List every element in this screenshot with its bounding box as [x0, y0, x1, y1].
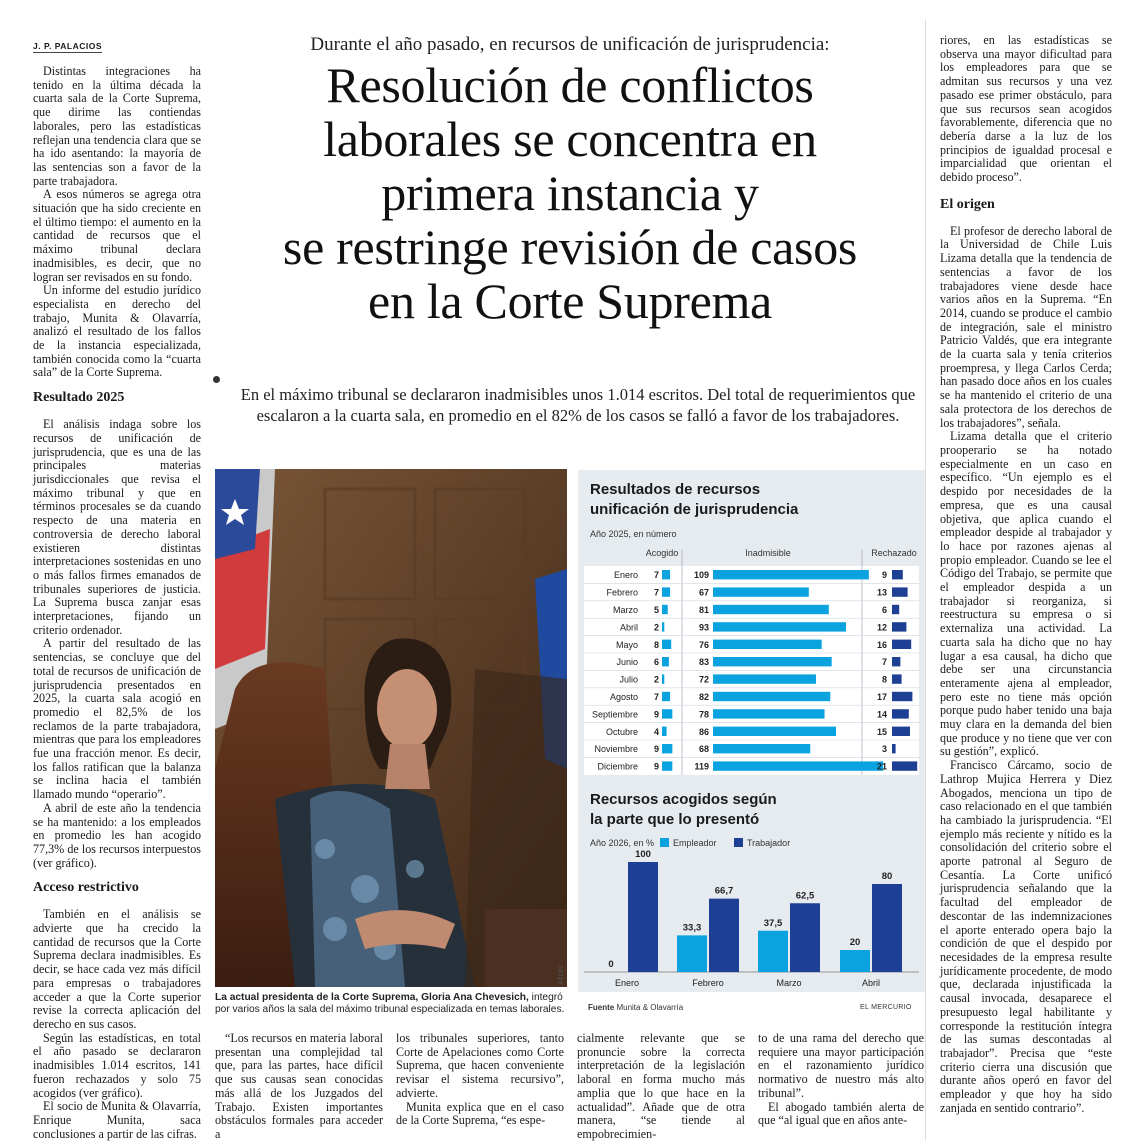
bottom-col-2 — [396, 1032, 564, 1128]
rechazado-value: 16 — [876, 639, 887, 650]
bottom-col-4 — [758, 1032, 924, 1128]
month-label: Marzo — [776, 978, 802, 988]
acogido-value: 9 — [653, 761, 659, 772]
month-label: Mayo — [615, 639, 638, 650]
rechazado-value: 12 — [876, 622, 887, 633]
month-label: Noviembre — [594, 744, 638, 755]
month-label: Julio — [619, 674, 638, 685]
paragraph: A esos números se agrega otra situación que ha sido creciente en el último tiempo: el aumento en la cantidad de recursos que el máximo tribunal declara inadmisibles, es decir, que no logran ser revisados en su fondo. — [33, 187, 201, 284]
trabajador-value: 66,7 — [714, 885, 734, 897]
month-label: Diciembre — [597, 761, 638, 772]
headline-line: en la Corte Suprema — [368, 273, 772, 329]
source-label: Fuente — [588, 1003, 615, 1012]
acogido-value: 8 — [653, 639, 659, 650]
paragraph: También en el análisis se advierte que ha crecido la cantidad de recursos que la Corte Suprema declara inadmisibles. Es decir, se hace cada vez más difícil para empresas o trabajadores acceder a que la Corte superior revise la correcta aplicación del derecho en sus casos. — [33, 907, 201, 1031]
trabajador-value: 62,5 — [795, 890, 815, 902]
acogido-bar — [662, 761, 672, 770]
bottom-para: “Los recursos en materia laboral presentan una complejidad tal que, para las partes, hace difícil que sus causas sean conocidas más allá de los Juzgados del Trabajo. Existen importantes obstáculos formales para acceder a — [215, 1031, 383, 1141]
rechazado-bar — [892, 709, 909, 718]
bottom-col-1 — [215, 1032, 383, 1142]
chart-source — [588, 1003, 683, 1012]
inadmisible-value: 68 — [698, 744, 709, 755]
acogido-bar — [662, 640, 671, 649]
acogido-bar — [662, 657, 669, 666]
acogido-bar — [662, 605, 668, 614]
trabajador-value: 80 — [881, 871, 893, 882]
month-label: Marzo — [612, 605, 638, 615]
inadmisible-bar — [713, 570, 869, 579]
inadmisible-bar — [713, 709, 825, 718]
rechazado-value: 14 — [876, 709, 887, 720]
month-label: Enero — [613, 570, 638, 581]
acogido-value: 2 — [653, 674, 659, 685]
inadmisible-value: 78 — [698, 709, 709, 720]
inadmisible-bar — [713, 640, 822, 649]
acogido-bar — [662, 570, 670, 579]
inadmisible-value: 67 — [698, 587, 709, 598]
rechazado-bar — [892, 674, 902, 683]
rechazado-value: 15 — [876, 726, 887, 737]
acogido-value: 5 — [653, 605, 659, 615]
caption-rest: integró por varios años la sala del máximo tribunal especializada en temas laborales. — [215, 992, 565, 1016]
acogido-bar — [662, 692, 670, 701]
acogido-value: 9 — [653, 709, 659, 720]
month-label: Octubre — [605, 726, 638, 737]
col1-paragraphs-b — [33, 418, 201, 870]
col1-paragraphs-a — [33, 65, 201, 380]
empleador-value: 33,3 — [682, 922, 702, 934]
column-header-inadmisible: Inadmisible — [745, 548, 791, 558]
trabajador-bar — [872, 884, 902, 972]
heading-el-origen: El origen — [940, 196, 995, 212]
acogido-bar — [662, 727, 667, 736]
acogido-value: 7 — [653, 692, 659, 702]
kicker: Durante el año pasado, en recursos de unificación de jurisprudencia: — [310, 34, 830, 55]
inadmisible-value: 119 — [694, 761, 709, 772]
bottom-para: El abogado también alerta de que “al igual que en años ante- — [758, 1099, 924, 1128]
right-paragraphs-a — [940, 34, 1112, 185]
rechazado-bar — [892, 640, 911, 649]
rechazado-bar — [892, 622, 906, 631]
infographic — [578, 470, 925, 992]
bottom-col-3 — [577, 1032, 745, 1142]
acogido-bar — [662, 587, 670, 596]
brand: EL MERCURIO — [860, 1004, 912, 1011]
left-column — [33, 36, 201, 1141]
paragraph: El socio de Munita & Olavarría, Enrique Munita, saca conclusiones a partir de las cifras. — [33, 1099, 201, 1141]
paragraph: El profesor de derecho laboral de la Universidad de Chile Luis Lizama detalla que la tendencia de sentencias a favor de los trabajadores viene desde hace varios años en la Suprema. “En 2014, cuando se produce el cambio de integración, sale el ministro Patricio Valdés, que era integrante de la cuarta sala y tenía criterios proempresa, y llega Carlos Cerda; han pasado doce años en los cuales se ha mantenido el criterio de una sala protectora de los derechos de los trabajadores”, señala. — [940, 223, 1112, 430]
headline-line: Resolución de conflictos — [326, 57, 814, 113]
headline — [215, 58, 925, 328]
inadmisible-bar — [713, 692, 830, 701]
paragraph: A partir del resultado de las sentencias, se concluye que del total de recursos de unificación de jurisprudencia presentados en 2025, la cuarta sala acogió en promedio el 82,5% de los reclamos de la parte trabajadora, mientras que para los empleadores fue una fracción menor. Es decir, los fallos ratifican que la balanza se inclina hacia el también llamado mundo “operario”. — [33, 636, 201, 802]
col1-paragraphs-c — [33, 908, 201, 1141]
inadmisible-value: 76 — [698, 639, 709, 650]
inadmisible-bar — [713, 587, 809, 596]
right-paragraphs-b — [940, 225, 1112, 1116]
empleador-value: 20 — [849, 937, 861, 948]
bottom-para: los tribunales superiores, tanto Corte de Apelaciones como Corte Suprema, que hacen conveniente revisar el sistema recursivo”, advierte. — [396, 1031, 564, 1100]
trabajador-bar — [790, 903, 820, 972]
headline-line: se restringe revisión de casos — [282, 219, 858, 275]
photo-caption — [215, 992, 567, 1017]
acogido-value: 4 — [653, 726, 659, 737]
photo-credit: ATON — [558, 966, 565, 985]
paragraph: riores, en las estadísticas se observa una mayor dificultad para los empleadores para que se admitan sus recursos y una vez pasado ese primer obstáculo, para que sus recursos sean acogidos favorablemente, diferencia que no debería darse a la luz de los principios de igualdad procesal e imparcialidad que orientan el debido proceso”. — [940, 33, 1112, 185]
paragraph: Francisco Cárcamo, socio de Lathrop Mujica Herrera y Diez Abogados, menciona un tipo de caso relacionado en el que también ha cambiado la jurisprudencia. “El ejemplo más reciente y nítido es la consolidación del criterio sobre el aporte patronal al Seguro de Cesantía. La Corte unificó jurisprudencia señalando que la facultad del empleador de descontar de las indemnizaciones el aporte enterado opera bajo la condición de que el despido por necesidades de la empresa resulte jurídicamente procedente, de modo que, declarada injustificada la causal invocada, desaparece el presupuesto legal habilitante y corresponde la restitución íntegra de las sumas descontadas al trabajador”. Precisa que “este criterio cierra una discusión que durante años operó en favor del empleador y que hoy ha sido zanjada en sentido contrario”. — [940, 758, 1112, 1115]
month-label: Abril — [861, 978, 881, 988]
bullet-icon — [213, 376, 220, 383]
column-header-rechazado: Rechazado — [871, 548, 917, 558]
subhead: En el máximo tribunal se declararon inadmisibles unos 1.014 escritos. Del total de requerimientos que escalaron a la cuarta sala, en promedio en el 82% de los casos se falló a favor de los trabajadores. — [240, 385, 916, 425]
inadmisible-bar — [713, 727, 836, 736]
rechazado-value: 17 — [876, 692, 887, 702]
acogido-value: 7 — [653, 587, 659, 598]
paragraph: Un informe del estudio jurídico especialista en derecho del trabajo, Munita & Olavarría, analizó el resultado de los fallos de la instancia especializada, también conocida como la “cuarta sala” de la Corte Suprema. — [33, 283, 201, 380]
rechazado-value: 21 — [876, 761, 887, 772]
bottom-para: cialmente relevante que se pronuncie sobre la correcta interpretación de la legislación laboral en forma mucho más amplia que lo que hace en la actualidad”. Añade que de otra manera, “se tiende al empobrecimien- — [577, 1031, 745, 1141]
paragraph: El análisis indaga sobre los recursos de unificación de jurisprudencia, que es una de las principales materias jurisdiccionales que revisa el máximo tribunal y que en términos procesales se da cuando respecto de una materia en controversia de derecho laboral existieren distintas interpretaciones sostenidas en uno o más fallos firmes emanados de tribunales superiores de justicia. La Suprema busca zanjar esas interpretaciones, fijando un criterio ordenador. — [33, 417, 201, 637]
inadmisible-value: 86 — [698, 726, 709, 737]
paragraph: Lizama detalla que el criterio prooperario se ha notado especialmente en un caso en específico. “Un ejemplo es el despido por necesidades de la empresa, que es una causal objetiva, que aplica cuando el empleador despide al trabajador y lo hace por razones ajenas al propio empleador. Cuando se lee el Código del Trabajo, se permite que el empleador despida a un trabajador si reorganiza, si reestructura su empresa o si externaliza una actividad. La cuarta sala ha dicho que no hay lugar a esa causal, ha dicho que debe ser una circunstancia enteramente ajena al empleador, pero este no tiene más opción porque pudo haber tenido una baja muy clara en la demanda del bien que produce y no tiene que ver con su gestión”, explicó. — [940, 429, 1112, 759]
inadmisible-value: 109 — [693, 570, 709, 581]
rechazado-value: 13 — [876, 587, 887, 598]
rechazado-value: 3 — [881, 744, 887, 755]
chart-svg — [578, 470, 925, 992]
empleador-value: 0 — [608, 959, 614, 970]
trabajador-bar — [709, 899, 739, 972]
empleador-bar — [758, 931, 788, 972]
rechazado-bar — [892, 657, 900, 666]
photo-chevesich — [215, 469, 567, 987]
chart-title-line: la parte que lo presentó — [590, 811, 760, 828]
headline-line: laborales se concentra en — [323, 111, 817, 167]
headline-line: primera instancia y — [381, 165, 759, 221]
heading-resultado-2025: Resultado 2025 — [33, 390, 125, 406]
chart-subtitle: Año 2026, en % — [590, 838, 655, 848]
inadmisible-value: 93 — [698, 622, 709, 633]
rechazado-bar — [892, 587, 908, 596]
acogido-bar — [662, 709, 672, 718]
chart-title-line: unificación de jurisprudencia — [590, 501, 799, 518]
acogido-value: 7 — [653, 570, 659, 581]
column-header-acogido: Acogido — [645, 548, 679, 558]
legend-label-trabajador: Trabajador — [747, 838, 791, 848]
empleador-bar — [840, 950, 870, 972]
month-label: Agosto — [609, 692, 638, 702]
inadmisible-bar — [713, 622, 846, 631]
month-label: Abril — [619, 622, 638, 633]
bottom-para: to de una rama del derecho que requiere una mayor participación en el razonamiento jurídico normativo de nuestro más alto tribunal”. — [758, 1031, 924, 1100]
inadmisible-bar — [713, 761, 883, 770]
month-label: Septiembre — [591, 709, 638, 720]
legend-label-empleador: Empleador — [673, 838, 717, 848]
rechazado-bar — [892, 727, 910, 736]
heading-acceso-restrictivo: Acceso restrictivo — [33, 880, 139, 896]
chart-title-line: Resultados de recursos — [590, 481, 761, 498]
inadmisible-value: 81 — [698, 605, 709, 615]
month-label: Junio — [616, 657, 638, 668]
inadmisible-bar — [713, 657, 832, 666]
acogido-bar — [662, 674, 664, 683]
chart-subtitle: Año 2025, en número — [590, 529, 677, 539]
inadmisible-bar — [713, 744, 810, 753]
inadmisible-value: 82 — [698, 692, 709, 702]
acogido-value: 6 — [653, 657, 659, 668]
rechazado-bar — [892, 744, 896, 753]
rechazado-bar — [892, 605, 899, 614]
portrait-illustration — [215, 469, 567, 987]
empleador-bar — [677, 935, 707, 972]
trabajador-bar — [628, 862, 658, 972]
rechazado-value: 8 — [881, 674, 887, 685]
acogido-bar — [662, 744, 672, 753]
byline: J. P. PALACIOS — [33, 41, 103, 51]
month-label: Febrero — [606, 587, 638, 598]
inadmisible-value: 83 — [698, 657, 709, 668]
rechazado-bar — [892, 692, 912, 701]
column-rule — [925, 20, 926, 1140]
rechazado-value: 7 — [881, 657, 887, 668]
acogido-value: 9 — [653, 744, 659, 755]
rechazado-value: 6 — [881, 605, 887, 615]
legend-swatch-trabajador — [734, 838, 743, 847]
chart-title-line: Recursos acogidos según — [590, 791, 777, 808]
trabajador-value: 100 — [635, 849, 651, 860]
paragraph: Distintas integraciones ha tenido en la última década la cuarta sala de la Corte Suprema, que dirime las contiendas laborales, pero las estadísticas reflejan una tendencia clara que se ha ido asentando: la mayoría de las sentencias son a favor de la parte trabajadora. — [33, 64, 201, 188]
rechazado-value: 9 — [881, 570, 887, 581]
legend-swatch-empleador — [660, 838, 669, 847]
rechazado-bar — [892, 761, 917, 770]
paragraph: A abril de este año la tendencia se ha mantenido: a los empleados en promedio les han acogido 77,3% de los recursos interpuestos (ver gráfico). — [33, 800, 201, 870]
acogido-bar — [662, 622, 664, 631]
acogido-value: 2 — [653, 622, 659, 633]
source-text: Munita & Olavarría — [616, 1003, 684, 1012]
paragraph: Según las estadísticas, en total el año pasado se declararon inadmisibles 1.014 escritos, 141 fueron rechazados y solo 75 acogidos (ver gráfico). — [33, 1030, 201, 1100]
empleador-value: 37,5 — [763, 917, 783, 929]
inadmisible-value: 72 — [698, 674, 709, 685]
inadmisible-bar — [713, 605, 829, 614]
inadmisible-bar — [713, 674, 816, 683]
month-label: Enero — [614, 978, 640, 988]
bottom-para: Munita explica que en el caso de la Corte Suprema, “es espe- — [396, 1099, 564, 1128]
caption-bold: La actual presidenta de la Corte Suprema, Gloria Ana Chevesich, — [215, 992, 529, 1003]
rechazado-bar — [892, 570, 903, 579]
month-label: Febrero — [692, 978, 724, 988]
right-column — [940, 34, 1112, 1115]
